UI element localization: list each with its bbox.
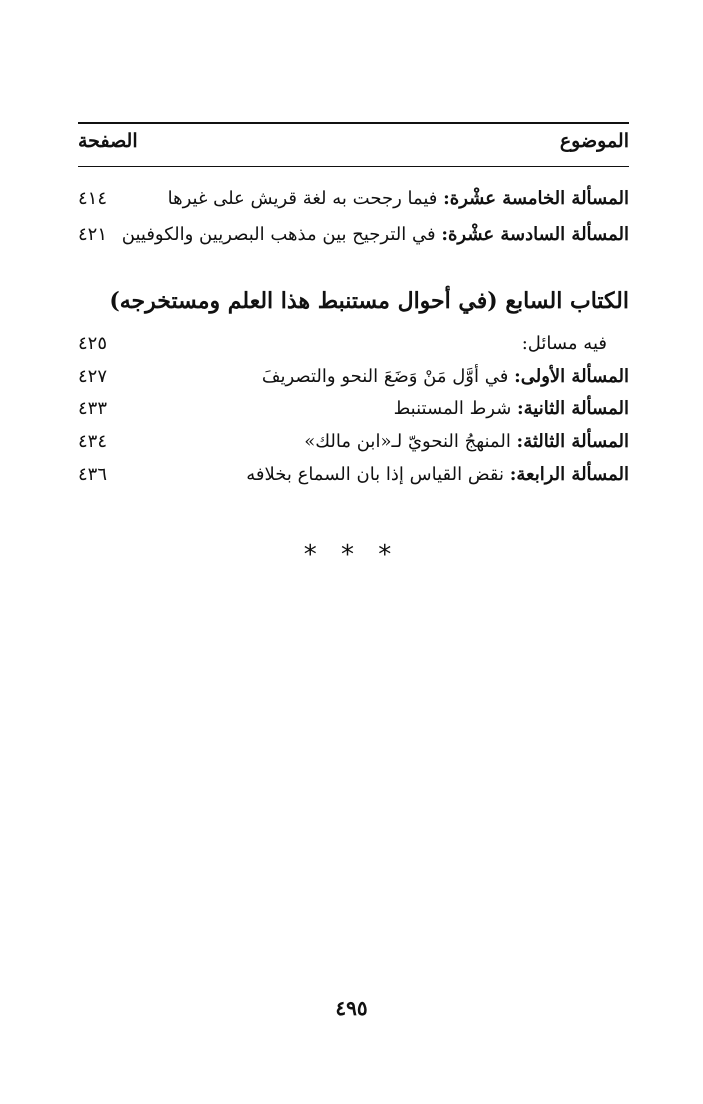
section-title: الكتاب السابع (في أحوال مستنبط هذا العلم ومستخرجه) (109, 288, 629, 314)
toc-entry-title: شرط المستنبط (393, 398, 518, 419)
toc-entry-text (168, 188, 629, 209)
toc-entry-title: المنهجُ النحويّ لـ«ابن مالك» (304, 431, 517, 452)
toc-entry-page: ٤٢٥ (78, 333, 108, 354)
toc-entry-title: فيما رجحت به لغة قريش على غيرها (167, 188, 444, 209)
page-number: ٤٩٥ (335, 996, 368, 1020)
toc-entry-title: في أوَّل مَنْ وَضَعَ النحو والتصريفَ (261, 366, 515, 387)
toc-entry-text (122, 224, 629, 245)
toc-entry-page: ٤١٤ (78, 188, 108, 209)
toc-entry-title: نقض القياس إذا بان السماع بخلافه (246, 464, 510, 485)
toc-entry-text (262, 366, 629, 387)
section-separator: * * * (303, 540, 400, 570)
toc-entry-lead: المسألة الثانية: (517, 398, 629, 419)
toc-entry (78, 188, 629, 218)
toc-entry-lead: المسألة الثالثة: (516, 431, 629, 452)
toc-entry (78, 333, 629, 363)
toc-entry (78, 366, 629, 396)
toc-entry-lead: المسألة الرابعة: (509, 464, 629, 485)
toc-entry (78, 464, 629, 494)
topic-column-label: الموضوع (559, 130, 629, 152)
toc-entry-lead: المسألة الأولى: (514, 366, 629, 387)
toc-entry (78, 224, 629, 254)
toc-entry-title: فيه مسائل: (521, 333, 607, 354)
toc-entry-page: ٤٣٤ (78, 431, 108, 452)
toc-entry-page: ٤٢٧ (78, 366, 108, 387)
toc-entry (78, 431, 629, 461)
toc-entry (78, 398, 629, 428)
toc-entry-page: ٤٢١ (78, 224, 108, 245)
toc-entry-lead: المسألة السادسة عشْرة: (441, 224, 629, 245)
table-header (78, 122, 629, 167)
toc-entry-text (394, 398, 629, 419)
toc-entry-text (522, 333, 607, 354)
toc-entry-text (246, 464, 629, 485)
toc-entry-text (304, 431, 629, 452)
toc-entry-lead: المسألة الخامسة عشْرة: (443, 188, 629, 209)
toc-entry-title: في الترجيح بين مذهب البصريين والكوفيين (121, 224, 442, 245)
toc-entry-page: ٤٣٣ (78, 398, 108, 419)
page-column-label: الصفحة (78, 130, 138, 152)
toc-entry-page: ٤٣٦ (78, 464, 108, 485)
